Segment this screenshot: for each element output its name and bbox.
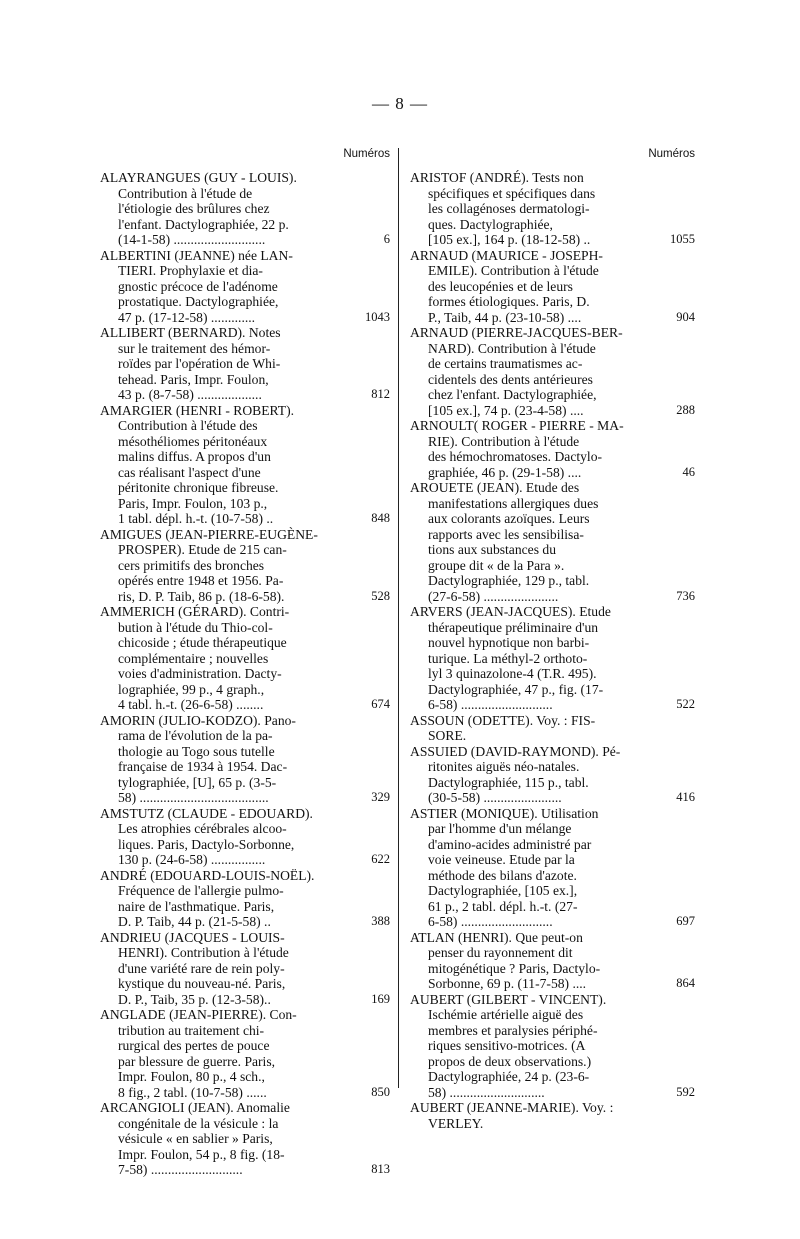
entry-line: nouvel hypnotique non barbi- (428, 635, 590, 650)
entry-line: AMIGUES (JEAN-PIERRE-EUGÈNE- (100, 526, 318, 542)
entry-line: de certains traumatismes ac- (428, 356, 583, 371)
entry-line: ARVERS (JEAN-JACQUES). Etude (410, 604, 611, 619)
entry-line: péritonite chronique fibreuse. (118, 480, 279, 495)
entry-line: TIERI. Prophylaxie et dia- (118, 263, 263, 278)
entry-line: AUBERT (GILBERT - VINCENT). (410, 991, 607, 1007)
entry-line: D. P., Taib, 35 p. (12-3-58).. (118, 991, 271, 1007)
entry-line: par l'homme d'un mélange (428, 821, 572, 836)
entry-number: 697 (676, 914, 695, 928)
left-column-header: Numéros (343, 148, 390, 160)
entry-number: 388 (371, 914, 390, 928)
bibliography-entry (100, 604, 390, 713)
entry-line: cidentels des dents antérieures (428, 371, 593, 387)
entry-line: Dactylographiée, [105 ex.], (428, 883, 578, 898)
entry-line: cers primitifs des bronches (118, 557, 265, 573)
entry-line: 130 p. (24-6-58) ................ (118, 852, 266, 867)
entry-line: 6-58) ........................... (428, 697, 553, 712)
entry-number: 46 (682, 464, 695, 479)
entry-line: 7-58) ........................... (118, 1162, 243, 1177)
bibliography-entry (100, 868, 390, 930)
entry-line: thologie au Togo sous tutelle (118, 743, 275, 759)
entry-line: ANGLADE (JEAN-PIERRE). Con- (100, 1007, 297, 1022)
entry-line: thérapeutique préliminaire d'un (428, 619, 599, 635)
entry-line: rurgical des pertes de pouce (118, 1038, 270, 1053)
entry-line: d'une variété rare de rein poly- (118, 960, 285, 976)
entry-number: 736 (676, 588, 695, 603)
entry-number: 522 (676, 697, 695, 711)
entry-line: Fréquence de l'allergie pulmo- (118, 883, 284, 898)
entry-line: rama de l'évolution de la pa- (118, 728, 273, 743)
entry-line: 8 fig., 2 tabl. (10-7-58) ...... (118, 1084, 267, 1100)
entry-line: Dactylographiée, 115 p., tabl. (428, 774, 589, 790)
entry-line: Les atrophies cérébrales alcoo- (118, 821, 287, 836)
bibliography-entry (100, 930, 390, 1008)
bibliography-entry (410, 248, 695, 326)
entry-line: Dactylographiée, 47 p., fig. (17- (428, 681, 604, 697)
column-divider (398, 148, 399, 1088)
entry-line: manifestations allergiques dues (428, 495, 599, 511)
entry-number: 848 (371, 511, 390, 525)
entry-line: RIE). Contribution à l'étude (428, 433, 580, 449)
entry-line: ARISTOF (ANDRÉ). Tests non (410, 170, 584, 185)
entry-number: 813 (371, 1162, 390, 1176)
entry-line: chez l'enfant. Dactylographiée, (428, 387, 597, 402)
entry-line: voies d'administration. Dacty- (118, 666, 282, 681)
right-entries-list (410, 170, 695, 1131)
entry-line: AMARGIER (HENRI - ROBERT). (100, 402, 295, 418)
entry-line: Impr. Foulon, 80 p., 4 sch., (118, 1069, 265, 1084)
entry-line: ANDRIEU (JACQUES - LOUIS- (100, 929, 285, 945)
entry-line: Contribution à l'étude des (118, 418, 258, 433)
entry-line: [105 ex.], 164 p. (18-12-58) .. (428, 232, 591, 247)
entry-line: des leucopénies et de leurs (428, 278, 573, 294)
entry-line: 43 p. (8-7-58) ................... (118, 387, 262, 402)
right-column-header: Numéros (648, 148, 695, 160)
entry-line: (30-5-58) ....................... (428, 790, 562, 805)
entry-number: 416 (676, 790, 695, 804)
bibliography-entry (100, 713, 390, 806)
entry-line: EMILE). Contribution à l'étude (428, 263, 599, 278)
entry-line: des hémochromatoses. Dactylo- (428, 449, 603, 464)
entry-line: l'enfant. Dactylographiée, 22 p. (118, 216, 289, 232)
entry-line: spécifiques et spécifiques dans (428, 185, 596, 201)
entry-line: Dactylographiée, 129 p., tabl. (428, 573, 590, 588)
entry-line: (14-1-58) ........................... (118, 232, 266, 247)
bibliography-entry (410, 992, 695, 1101)
entry-number: 1055 (670, 232, 695, 246)
entry-line: 61 p., 2 tabl. dépl. h.-t. (27- (428, 898, 578, 914)
bibliography-entry (100, 1007, 390, 1100)
bibliography-entry (410, 170, 695, 248)
entry-line: vésicule « en sablier » Paris, (118, 1131, 273, 1146)
entry-line: naire de l'asthmatique. Paris, (118, 898, 275, 914)
entry-line: 4 tabl. h.-t. (26-6-58) ........ (118, 697, 264, 712)
entry-line: Ischémie artérielle aiguë des (428, 1007, 584, 1022)
entry-number: 6 (383, 232, 390, 246)
entry-line: formes étiologiques. Paris, D. (428, 294, 590, 309)
bibliography-entry (410, 930, 695, 992)
entry-line: par blessure de guerre. Paris, (118, 1053, 276, 1069)
entry-line: P., Taib, 44 p. (23-10-58) .... (428, 309, 582, 325)
entry-line: lographiée, 99 p., 4 graph., (118, 681, 265, 697)
entry-line: AUBERT (JEANNE-MARIE). Voy. : (410, 1100, 614, 1115)
entry-line: AMSTUTZ (CLAUDE - EDOUARD). (100, 805, 313, 821)
entry-line: française de 1934 à 1954. Dac- (118, 759, 288, 774)
entry-line: ASSUIED (DAVID-RAYMOND). Pé- (410, 743, 621, 759)
entry-line: ARNAUD (PIERRE-JACQUES-BER- (410, 325, 623, 340)
entry-line: NARD). Contribution à l'étude (428, 340, 596, 356)
entry-line: ritonites aiguës néo-natales. (428, 759, 580, 774)
entry-line: mésothéliomes péritonéaux (118, 433, 268, 449)
entry-line: d'amino-acides administré par (428, 836, 592, 852)
bibliography-entry (410, 325, 695, 418)
entry-line: opérés entre 1948 et 1956. Pa- (118, 573, 284, 588)
entry-line: lyl 3 quinazolone-4 (T.R. 495). (428, 666, 597, 681)
entry-number: 592 (676, 1084, 695, 1099)
entry-line: ALAYRANGUES (GUY - LOUIS). (100, 170, 297, 185)
entry-line: Impr. Foulon, 54 p., 8 fig. (18- (118, 1146, 285, 1162)
entry-number: 528 (371, 588, 390, 603)
entry-line: tylographiée, [U], 65 p. (3-5- (118, 774, 277, 790)
left-entries-list (100, 170, 390, 1178)
entry-line: gnostic précoce de l'adénome (118, 278, 278, 294)
entry-number: 850 (371, 1084, 390, 1099)
entry-number: 288 (676, 402, 695, 417)
entry-line: congénitale de la vésicule : la (118, 1115, 279, 1131)
entry-line: PROSPER). Etude de 215 can- (118, 542, 287, 557)
entry-line: D. P. Taib, 44 p. (21-5-58) .. (118, 914, 271, 929)
entry-number: 812 (371, 387, 390, 401)
entry-line: ARCANGIOLI (JEAN). Anomalie (100, 1100, 290, 1115)
entry-line: tehead. Paris, Impr. Foulon, (118, 371, 269, 387)
entry-line: tions aux substances du (428, 542, 556, 557)
entry-line: cas réalisant l'aspect d'une (118, 464, 261, 480)
entry-number: 1043 (365, 309, 390, 324)
bibliography-entry (410, 604, 695, 713)
entry-number: 169 (371, 991, 390, 1006)
page-number: — 8 — (372, 94, 428, 113)
entry-line: VERLEY. (428, 1115, 484, 1131)
entry-line: aux colorants azoïques. Leurs (428, 511, 590, 526)
entry-number: 329 (371, 790, 390, 804)
entry-line: ASSOUN (ODETTE). Voy. : FIS- (410, 712, 596, 728)
bibliography-entry (410, 713, 695, 744)
entry-line: Contribution à l'étude de (118, 185, 253, 201)
entry-line: 58) ...................................... (118, 790, 269, 805)
entry-line: [105 ex.], 74 p. (23-4-58) .... (428, 402, 584, 418)
entry-line: AROUETE (JEAN). Etude des (410, 480, 580, 495)
entry-line: ris, D. P. Taib, 86 p. (18-6-58). (118, 588, 285, 604)
bibliography-entry (100, 248, 390, 326)
entry-line: Dactylographiée, 24 p. (23-6- (428, 1069, 590, 1084)
entry-line: méthode des bilans d'azote. (428, 867, 577, 883)
entry-line: ALBERTINI (JEANNE) née LAN- (100, 247, 293, 263)
bibliography-entry (410, 480, 695, 604)
entry-line: penser du rayonnement dit (428, 945, 573, 960)
right-column (410, 148, 695, 1131)
entry-line: turique. La méthyl-2 orthoto- (428, 650, 588, 666)
entry-line: l'étiologie des brûlures chez (118, 201, 270, 216)
entry-line: tribution au traitement chi- (118, 1022, 265, 1038)
bibliography-entry (100, 806, 390, 868)
entry-line: AMMERICH (GÉRARD). Contri- (100, 604, 290, 619)
entry-line: rapports avec les sensibilisa- (428, 526, 584, 542)
entry-line: chicoside ; étude thérapeutique (118, 635, 287, 650)
entry-number: 904 (676, 309, 695, 324)
entry-line: 58) ............................ (428, 1084, 545, 1100)
entry-line: liques. Paris, Dactylo-Sorbonne, (118, 836, 295, 852)
entry-number: 674 (371, 697, 390, 711)
entry-line: groupe dit « de la Para ». (428, 557, 565, 573)
entry-number: 864 (676, 976, 695, 990)
entry-line: SORE. (428, 728, 467, 743)
entry-line: malins diffus. A propos d'un (118, 449, 271, 464)
entry-line: ASTIER (MONIQUE). Utilisation (410, 805, 599, 821)
entry-line: complémentaire ; nouvelles (118, 650, 269, 666)
entry-line: ques. Dactylographiée, (428, 216, 553, 232)
bibliography-entry (410, 1100, 695, 1131)
entry-line: Paris, Impr. Foulon, 103 p., (118, 495, 268, 511)
entry-line: sur le traitement des hémor- (118, 340, 271, 356)
bibliography-entry (410, 744, 695, 806)
entry-line: ANDRÉ (EDOUARD-LOUIS-NOËL). (100, 867, 315, 883)
entry-line: ALLIBERT (BERNARD). Notes (100, 325, 281, 340)
bibliography-entry (100, 325, 390, 403)
entry-line: bution à l'étude du Thio-col- (118, 619, 273, 635)
bibliography-entry (410, 806, 695, 930)
bibliography-entry (100, 1100, 390, 1178)
entry-line: HENRI). Contribution à l'étude (118, 945, 289, 960)
entry-number: 622 (371, 852, 390, 866)
entry-line: propos de deux observations.) (428, 1053, 592, 1069)
bibliography-entry (410, 418, 695, 480)
entry-line: membres et paralysies périphé- (428, 1022, 598, 1038)
bibliography-entry (100, 170, 390, 248)
entry-line: AMORIN (JULIO-KODZO). Pano- (100, 712, 296, 728)
entry-line: voie veineuse. Etude par la (428, 852, 575, 867)
entry-line: kystique du nouveau-né. Paris, (118, 976, 286, 991)
entry-line: Sorbonne, 69 p. (11-7-58) .... (428, 976, 587, 991)
entry-line: prostatique. Dactylographiée, (118, 294, 279, 309)
entry-line: graphiée, 46 p. (29-1-58) .... (428, 464, 582, 480)
entry-line: roïdes par l'opération de Whi- (118, 356, 281, 371)
entry-line: 1 tabl. dépl. h.-t. (10-7-58) .. (118, 511, 274, 526)
entry-line: ARNOULT( ROGER - PIERRE - MA- (410, 418, 624, 433)
bibliography-entry (100, 403, 390, 527)
entry-line: riques sensitivo-motrices. (A (428, 1038, 586, 1053)
entry-line: 6-58) ........................... (428, 914, 553, 929)
entry-line: ARNAUD (MAURICE - JOSEPH- (410, 247, 603, 263)
entry-line: (27-6-58) ...................... (428, 588, 559, 604)
entry-line: ATLAN (HENRI). Que peut-on (410, 929, 583, 945)
entry-line: 47 p. (17-12-58) ............. (118, 309, 256, 325)
bibliography-entry (100, 527, 390, 605)
left-column (100, 148, 390, 1178)
entry-line: les collagénoses dermatologi- (428, 201, 590, 216)
entry-line: mitogénétique ? Paris, Dactylo- (428, 960, 601, 976)
